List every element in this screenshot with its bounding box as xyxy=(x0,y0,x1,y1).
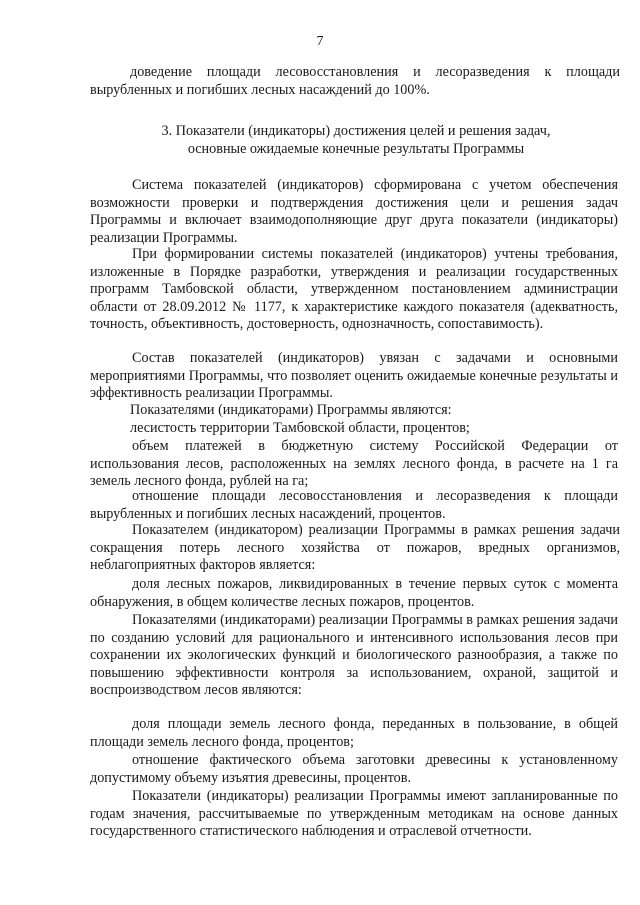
paragraph-composition: Состав показателей (индикаторов) увязан с задачами и основными мероприятиями Программы, что позволяет оценить ожидаемые конечные результаты и эффективность реализации Программы. xyxy=(90,350,618,401)
page-number: 7 xyxy=(316,34,324,49)
paragraph-indicator-system: Система показателей (индикаторов) сформирована с учетом обеспечения возможности проверки и подтверждения достижения цели и решения задач Программы и включает взаимодополняющие друг друга показатели (индикаторы) реализации Программы. xyxy=(90,177,618,246)
paragraph-requirements: При формировании системы показателей (индикаторов) учтены требования, изложенные в Порядке разработки, утверждения и реализации государственных программ Тамбовской области, утвержденном постановлением администрации области от 28.09.2012 № 1177, к характеристике каждого показателя (адекватность, точность, объективность, достоверность, однозначность, сопоставимость). xyxy=(90,246,618,332)
indicator-harvest-ratio: отношение фактического объема заготовки древесины к установленному допустимому объему изъятия древесины, процентов. xyxy=(90,752,618,786)
paragraph-indicators-intro: Показателями (индикаторами) Программы являются: xyxy=(130,402,452,418)
paragraph-rational-use: Показателями (индикаторами) реализации Программы в рамках решения задачи по созданию условий для рационального и интенсивного использования лесов при сохранении их экологических функций и биологического разнообразия, а также по повышению эффективности контроля за использованием, охраной, защитой и воспроизводством лесов являются: xyxy=(90,612,618,698)
section-heading-line-2: основные ожидаемые конечные результаты Программы xyxy=(187,141,525,157)
paragraph-loss-reduction: Показателем (индикатором) реализации Программы в рамках решения задачи сокращения потерь лесного хозяйства от пожаров, вредных организмов, неблагоприятных факторов является: xyxy=(90,522,620,573)
indicator-land-use-share: доля площади земель лесного фонда, переданных в пользование, в общей площади земель лесного фонда, процентов; xyxy=(90,716,618,750)
paragraph-planned-values: Показатели (индикаторы) реализации Программы имеют запланированные по годам значения, рассчитываемые по утвержденным методикам на основе данных государственного статистического наблюдения и отраслевой отчетности. xyxy=(90,788,618,839)
indicator-payments: объем платежей в бюджетную систему Российской Федерации от использования лесов, расположенных на землях лесного фонда, в расчете на 1 га земель лесного фонда, рублей на га; xyxy=(90,438,618,489)
section-heading xyxy=(92,122,620,158)
intro-paragraph: доведение площади лесовосстановления и лесоразведения к площади вырубленных и погибших лесных насаждений до 100%. xyxy=(90,64,620,98)
indicator-reforestation-ratio: отношение площади лесовосстановления и лесоразведения к площади вырубленных и погибших лесных насаждений, процентов. xyxy=(90,488,618,522)
section-heading-line-1: 3. Показатели (индикаторы) достижения целей и решения задач, xyxy=(161,123,551,139)
indicator-forest-cover: лесистость территории Тамбовской области, процентов; xyxy=(130,420,470,436)
indicator-fires-share: доля лесных пожаров, ликвидированных в течение первых суток с момента обнаружения, в общем количестве лесных пожаров, процентов. xyxy=(90,576,618,610)
